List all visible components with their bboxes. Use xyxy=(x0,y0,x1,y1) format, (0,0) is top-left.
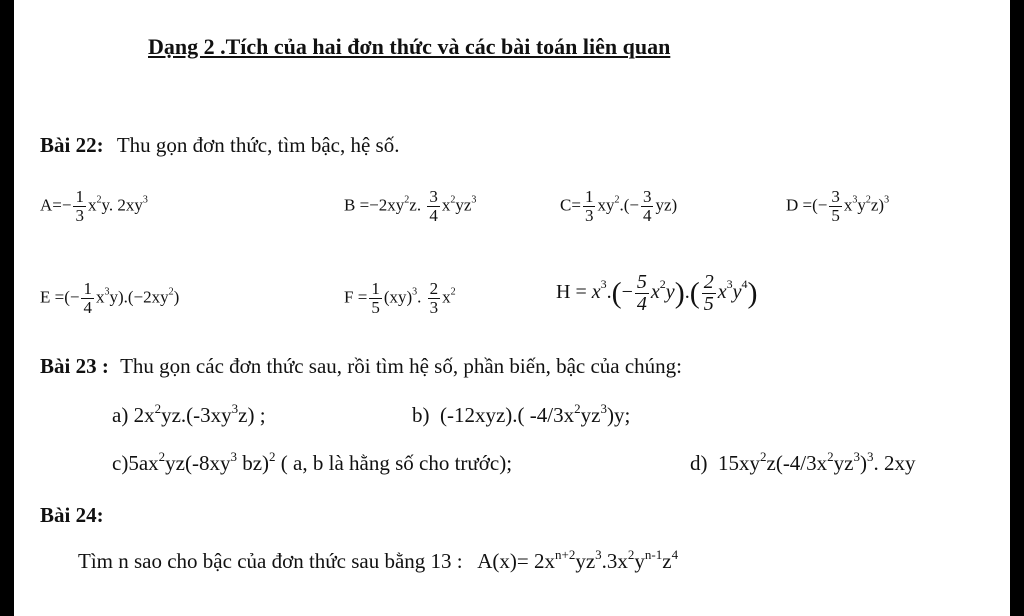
exercise-24-heading xyxy=(40,503,104,528)
exercise-22-label: Bài 22: xyxy=(40,133,104,157)
exercise-22-heading xyxy=(40,133,399,158)
exercise-23a-label: a) xyxy=(112,403,129,427)
exercise-23-text: Thu gọn các đơn thức sau, rồi tìm hệ số, phần biến, bậc của chúng: xyxy=(120,354,683,378)
exercise-23-heading xyxy=(40,354,682,379)
expression-b-label: B xyxy=(344,195,356,215)
exercise-24-body: Tìm n sao cho bậc của đơn thức sau bằng 13 : $A(x)= 2x^{n+2}yz^3.3x^2y^{n-1}z^4$ xyxy=(78,547,679,573)
exercise-23d-label: d) xyxy=(690,451,708,475)
expression-f-label: F xyxy=(344,287,354,307)
exercise-23a: a) $2x^2yz.(-3xy^3z)$ ; xyxy=(112,401,266,427)
exercise-23c: $c)5ax^2yz(-8xy^3$ bz)$^2$ ( a, b là hằng số cho trước); xyxy=(112,449,513,475)
expression-d-label: D xyxy=(786,195,799,215)
exercise-23c-note: ( a, b là hằng số cho trước); xyxy=(280,451,513,475)
expression-f: F = $\frac{1}{5}$ (xy)$^3$. $\frac{2}{3}$ $x^2$ xyxy=(344,279,456,317)
expression-h-label: H xyxy=(556,281,571,304)
expression-e-label: E xyxy=(40,287,51,307)
expression-a-label: A xyxy=(40,195,53,215)
expression-b: $B =-2xy^2z$. $\frac{3}{4}$ $x^2yz^3$ xyxy=(344,187,477,225)
expression-d: D =(− $\frac{3}{5}$ $x^3y^2z)^3$ xyxy=(786,187,890,225)
expression-e: E =(− $\frac{1}{4}$ $x^3y).(-2xy^2)$ xyxy=(40,279,180,317)
exercise-23d: d) $15xy^2z(-4/3x^2yz^3)^3$. 2xy xyxy=(690,449,916,475)
exercise-24-label: Bài 24: xyxy=(40,503,104,527)
page-title: Dạng 2 .Tích của hai đơn thức và các bài toán liên quan xyxy=(148,34,671,59)
expression-c-label: C xyxy=(560,195,572,215)
exercise-24-text: Tìm n sao cho bậc của đơn thức sau bằng 13 : xyxy=(78,549,463,573)
exercise-23b: b) (-12xyz).( $-4/3x^2yz^3)y$; xyxy=(412,401,631,427)
document-page xyxy=(14,0,1010,616)
expression-h: $H = x^3.(-$ $\frac{5}{4}$ $x^2y$).( $\frac{2}{5}$ $x^3y^4$) xyxy=(556,271,758,315)
exercise-23c-label: c) xyxy=(112,451,129,475)
exercise-23b-label: b) xyxy=(412,403,430,427)
exercise-23-label: Bài 23 : xyxy=(40,354,109,378)
expression-c: C= $\frac{1}{3}$ $xy^2.(-$ $\frac{3}{4}$ yz) xyxy=(560,187,678,225)
exercise-22-text: Thu gọn đơn thức, tìm bậc, hệ số. xyxy=(116,133,400,157)
expression-a: A=− $\frac{1}{3}$ $x^2y$. $2xy^3$ xyxy=(40,187,148,225)
